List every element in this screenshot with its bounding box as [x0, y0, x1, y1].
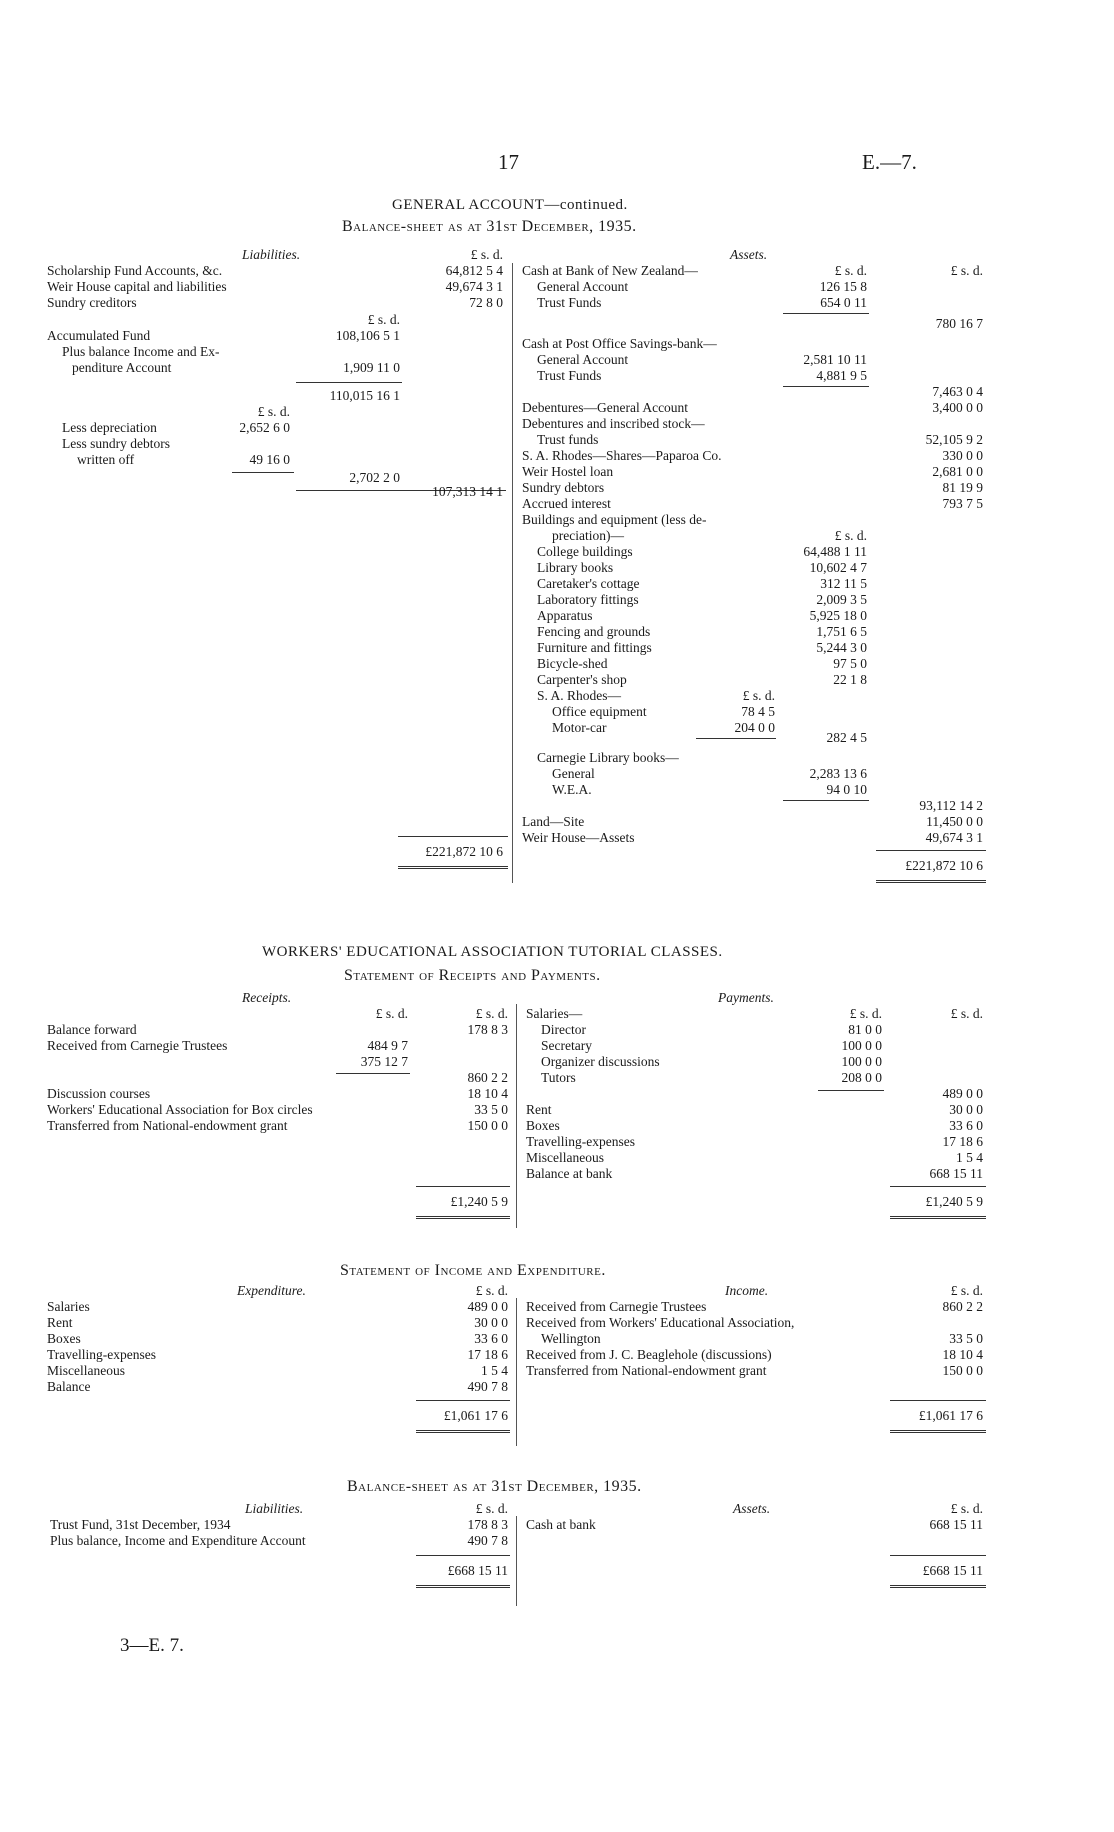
expenditure-heading: Expenditure. [237, 1283, 306, 1298]
double-rule [416, 1430, 510, 1433]
asset-post-general-amount: 2,581 10 11 [803, 352, 867, 367]
rule [336, 1073, 410, 1074]
asset-accrued-amount: 793 7 5 [942, 496, 983, 511]
rule [416, 1400, 510, 1401]
asset-carnegie-general: General [552, 766, 595, 781]
asset-deb-general: Debentures—General Account [522, 400, 689, 415]
asset-deb-inscribed-amount: 52,105 9 2 [925, 432, 983, 447]
receipts-currency-outer: £ s. d. [475, 1006, 508, 1021]
receipts-currency-inner: £ s. d. [375, 1006, 408, 1021]
asset-office-amount: 78 4 5 [741, 704, 775, 719]
liab-scholarship-amount: 64,812 5 4 [445, 263, 503, 278]
payments-currency-outer: £ s. d. [950, 1006, 983, 1021]
column-divider [512, 263, 513, 883]
payment-bank-amount: 668 15 11 [929, 1166, 983, 1181]
liab-accum-amount: 108,106 5 1 [335, 328, 400, 343]
wea-rp-title: Statement of Receipts and Payments. [344, 967, 601, 984]
payment-director-amount: 81 0 0 [848, 1022, 882, 1037]
receipt-balance-amount: 178 8 3 [467, 1022, 508, 1037]
asset-office: Office equipment [552, 704, 647, 719]
exp-rent: Rent [47, 1315, 73, 1330]
asset-post: Cash at Post Office Savings-bank— [522, 336, 717, 351]
wea-liab-plus-amount: 490 7 8 [467, 1533, 508, 1548]
accum-currency-header: £ s. d. [367, 312, 400, 327]
asset-bnz-general-amount: 126 15 8 [819, 279, 867, 294]
payment-secretary-amount: 100 0 0 [841, 1038, 882, 1053]
liab-plus-amount: 1,909 11 0 [343, 360, 400, 375]
wea-liab-heading: Liabilities. [245, 1501, 304, 1516]
exp-travel: Travelling-expenses [47, 1347, 156, 1362]
payment-rent-amount: 30 0 0 [949, 1102, 983, 1117]
liab-less-dep-amount: 2,652 6 0 [239, 420, 290, 435]
asset-sundry-debtors: Sundry debtors [522, 480, 605, 495]
expenditure-currency: £ s. d. [475, 1283, 508, 1298]
asset-college-amount: 64,488 1 11 [803, 544, 867, 559]
wea-liab-currency: £ s. d. [475, 1501, 508, 1516]
double-rule [416, 1585, 510, 1588]
wea-liab-plus: Plus balance, Income and Expenditure Account [50, 1533, 306, 1548]
income-currency: £ s. d. [950, 1283, 983, 1298]
liab-less-dep: Less depreciation [62, 420, 157, 435]
asset-bnz-trust-amount: 654 0 11 [820, 295, 867, 310]
inc-national-amount: 150 0 0 [942, 1363, 983, 1378]
asset-carpenter: Carpenter's shop [537, 672, 627, 687]
exp-misc: Miscellaneous [47, 1363, 125, 1378]
wea-ie-title: Statement of Income and Expenditure. [340, 1262, 606, 1279]
asset-rhodes-total: 282 4 5 [826, 730, 867, 745]
liab-subtotal: 110,015 16 1 [329, 388, 400, 403]
payment-salaries: Salaries— [526, 1006, 583, 1021]
asset-bnz-trust: Trust Funds [537, 295, 602, 310]
receipt-national-amount: 150 0 0 [467, 1118, 508, 1133]
wea-bs-title: Balance-sheet as at 31st December, 1935. [347, 1478, 642, 1495]
liab-sundry: Sundry creditors [47, 295, 137, 310]
payment-tutors-amount: 208 0 0 [841, 1070, 882, 1085]
inc-national: Transferred from National-endowment grant [526, 1363, 767, 1378]
payment-bank: Balance at bank [526, 1166, 613, 1181]
asset-furniture: Furniture and fittings [537, 640, 652, 655]
asset-apparatus-amount: 5,925 18 0 [809, 608, 867, 623]
payment-salaries-total: 489 0 0 [942, 1086, 983, 1101]
payments-heading: Payments. [718, 990, 774, 1005]
wea-liab-trust: Trust Fund, 31st December, 1934 [50, 1517, 231, 1532]
liab-net-total: 107,313 14 1 [432, 484, 503, 499]
general-subtitle: Balance-sheet as at 31st December, 1935. [342, 218, 637, 235]
receipt-balance: Balance forward [47, 1022, 137, 1037]
asset-buildings-total: 93,112 14 2 [919, 798, 983, 813]
wea-liab-trust-amount: 178 8 3 [467, 1517, 508, 1532]
asset-land: Land—Site [522, 814, 585, 829]
exp-salaries-amount: 489 0 0 [467, 1299, 508, 1314]
inc-carnegie-amount: 860 2 2 [942, 1299, 983, 1314]
asset-caretaker-amount: 312 11 5 [820, 576, 867, 591]
exp-boxes: Boxes [47, 1331, 81, 1346]
general-title: GENERAL ACCOUNT—continued. [392, 197, 628, 213]
column-divider [516, 1004, 517, 1228]
double-rule [876, 880, 986, 883]
payment-misc-amount: 1 5 4 [956, 1150, 983, 1165]
wea-asset-cash-amount: 668 15 11 [929, 1517, 983, 1532]
liab-less-sundry-amount: 49 16 0 [249, 452, 290, 467]
rule [890, 1555, 986, 1556]
asset-motor-amount: 204 0 0 [734, 720, 775, 735]
payment-misc: Miscellaneous [526, 1150, 604, 1165]
receipt-box-amount: 33 5 0 [474, 1102, 508, 1117]
payment-travel-amount: 17 18 6 [942, 1134, 983, 1149]
asset-carpenter-amount: 22 1 8 [833, 672, 867, 687]
footer-code: 3—E. 7. [120, 1635, 184, 1656]
wea-assets-heading: Assets. [733, 1501, 771, 1516]
receipt-box: Workers' Educational Association for Box circles [47, 1102, 313, 1117]
assets-heading: Assets. [730, 247, 768, 262]
exp-salaries: Salaries [47, 1299, 90, 1314]
asset-wea-amount: 94 0 10 [826, 782, 867, 797]
page-number: 17 [498, 150, 519, 174]
receipt-carnegie-b: 375 12 7 [360, 1054, 408, 1069]
asset-motor: Motor-car [552, 720, 607, 735]
double-rule [890, 1585, 986, 1588]
rule [783, 313, 869, 314]
asset-library-amount: 10,602 4 7 [809, 560, 867, 575]
asset-library: Library books [537, 560, 614, 575]
asset-buildings-1: Buildings and equipment (less de- [522, 512, 707, 527]
receipts-total: £1,240 5 9 [450, 1194, 508, 1209]
exp-misc-amount: 1 5 4 [481, 1363, 508, 1378]
asset-weir-assets-amount: 49,674 3 1 [925, 830, 983, 845]
asset-bicycle: Bicycle-shed [537, 656, 608, 671]
asset-rhodes-shares: S. A. Rhodes—Shares—Paparoa Co. [522, 448, 722, 463]
less-currency-header: £ s. d. [257, 404, 290, 419]
inc-wea-amount: 33 5 0 [949, 1331, 983, 1346]
liab-plus-2: penditure Account [72, 360, 172, 375]
inc-wea-1: Received from Workers' Educational Association, [526, 1315, 795, 1330]
asset-accrued: Accrued interest [522, 496, 611, 511]
payment-organizer-amount: 100 0 0 [841, 1054, 882, 1069]
assets-currency-inner: £ s. d. [834, 263, 867, 278]
asset-weir-loan-amount: 2,681 0 0 [932, 464, 983, 479]
rule [890, 1186, 986, 1187]
receipts-heading: Receipts. [242, 990, 292, 1005]
rule [818, 1090, 884, 1091]
receipt-carnegie-total: 860 2 2 [467, 1070, 508, 1085]
liab-deduct-total: 2,702 2 0 [349, 470, 400, 485]
asset-fencing: Fencing and grounds [537, 624, 651, 639]
income-total: £1,061 17 6 [918, 1408, 983, 1423]
payment-boxes: Boxes [526, 1118, 560, 1133]
asset-apparatus: Apparatus [537, 608, 593, 623]
double-rule [890, 1430, 986, 1433]
inc-carnegie: Received from Carnegie Trustees [526, 1299, 707, 1314]
exp-travel-amount: 17 18 6 [467, 1347, 508, 1362]
asset-bnz-general: General Account [537, 279, 629, 294]
rule [416, 1555, 510, 1556]
liabilities-heading: Liabilities. [242, 247, 301, 262]
wea-asset-total: £668 15 11 [922, 1563, 983, 1578]
payment-director: Director [541, 1022, 586, 1037]
liab-plus-1: Plus balance Income and Ex- [62, 344, 220, 359]
asset-bnz-total: 780 16 7 [935, 316, 983, 331]
rhodes-currency-header: £ s. d. [742, 688, 775, 703]
asset-land-amount: 11,450 0 0 [926, 814, 983, 829]
liab-weir: Weir House capital and liabilities [47, 279, 227, 294]
rule [416, 1186, 510, 1187]
wea-title: WORKERS' EDUCATIONAL ASSOCIATION TUTORIAL CLASSES. [262, 944, 723, 960]
rule [876, 850, 986, 851]
wea-assets-currency: £ s. d. [950, 1501, 983, 1516]
liab-scholarship: Scholarship Fund Accounts, &c. [47, 263, 223, 278]
asset-deb-inscribed-2: Trust funds [537, 432, 599, 447]
asset-fencing-amount: 1,751 6 5 [816, 624, 867, 639]
assets-currency-outer: £ s. d. [950, 263, 983, 278]
asset-post-general: General Account [537, 352, 629, 367]
exp-boxes-amount: 33 6 0 [474, 1331, 508, 1346]
exp-balance-amount: 490 7 8 [467, 1379, 508, 1394]
rule [890, 1400, 986, 1401]
rule [398, 836, 508, 837]
asset-wea: W.E.A. [552, 782, 592, 797]
liab-less-sundry-1: Less sundry debtors [62, 436, 170, 451]
rule [783, 800, 869, 801]
inc-beaglehole-amount: 18 10 4 [942, 1347, 983, 1362]
receipt-carnegie: Received from Carnegie Trustees [47, 1038, 228, 1053]
asset-carnegie-general-amount: 2,283 13 6 [809, 766, 867, 781]
payment-boxes-amount: 33 6 0 [949, 1118, 983, 1133]
asset-bicycle-amount: 97 5 0 [833, 656, 867, 671]
asset-weir-loan: Weir Hostel loan [522, 464, 614, 479]
expenditure-total: £1,061 17 6 [443, 1408, 508, 1423]
wea-liab-total: £668 15 11 [447, 1563, 508, 1578]
income-heading: Income. [725, 1283, 769, 1298]
payment-travel: Travelling-expenses [526, 1134, 635, 1149]
payment-tutors: Tutors [541, 1070, 576, 1085]
liab-sundry-amount: 72 8 0 [469, 295, 503, 310]
asset-post-total: 7,463 0 4 [932, 384, 983, 399]
liab-accum: Accumulated Fund [47, 328, 151, 343]
receipt-carnegie-a: 484 9 7 [367, 1038, 408, 1053]
asset-bnz: Cash at Bank of New Zealand— [522, 263, 698, 278]
wea-asset-cash: Cash at bank [526, 1517, 596, 1532]
double-rule [398, 866, 508, 869]
payments-currency-inner: £ s. d. [849, 1006, 882, 1021]
asset-carnegie: Carnegie Library books— [537, 750, 679, 765]
receipt-discussion-amount: 18 10 4 [467, 1086, 508, 1101]
liab-less-sundry-2: written off [77, 452, 135, 467]
exp-balance: Balance [47, 1379, 91, 1394]
column-divider [516, 1298, 517, 1446]
double-rule [890, 1216, 986, 1219]
inc-beaglehole: Received from J. C. Beaglehole (discussions) [526, 1347, 772, 1362]
asset-deb-general-amount: 3,400 0 0 [932, 400, 983, 415]
receipt-discussion: Discussion courses [47, 1086, 151, 1101]
rule [296, 490, 402, 491]
buildings-currency-header: £ s. d. [834, 528, 867, 543]
asset-college: College buildings [537, 544, 633, 559]
asset-sa-rhodes: S. A. Rhodes— [537, 688, 622, 703]
asset-post-trust-amount: 4,881 9 5 [816, 368, 867, 383]
asset-grand-total: £221,872 10 6 [905, 858, 983, 873]
payment-organizer: Organizer discussions [541, 1054, 660, 1069]
liab-weir-amount: 49,674 3 1 [445, 279, 503, 294]
payments-total: £1,240 5 9 [925, 1194, 983, 1209]
asset-buildings-2: preciation)— [552, 528, 624, 543]
asset-deb-inscribed-1: Debentures and inscribed stock— [522, 416, 705, 431]
asset-laboratory-amount: 2,009 3 5 [816, 592, 867, 607]
receipt-national: Transferred from National-endowment grant [47, 1118, 288, 1133]
exp-rent-amount: 30 0 0 [474, 1315, 508, 1330]
asset-laboratory: Laboratory fittings [537, 592, 639, 607]
asset-weir-assets: Weir House—Assets [522, 830, 635, 845]
column-divider [516, 1516, 517, 1606]
asset-rhodes-shares-amount: 330 0 0 [942, 448, 983, 463]
liab-grand-total: £221,872 10 6 [425, 844, 503, 859]
asset-post-trust: Trust Funds [537, 368, 602, 383]
payment-secretary: Secretary [541, 1038, 592, 1053]
rule [783, 386, 869, 387]
page-code: E.—7. [862, 150, 917, 174]
double-rule [416, 1216, 510, 1219]
asset-furniture-amount: 5,244 3 0 [816, 640, 867, 655]
inc-wea-2: Wellington [541, 1331, 601, 1346]
rule [296, 382, 402, 383]
asset-sundry-debtors-amount: 81 19 9 [942, 480, 983, 495]
asset-caretaker: Caretaker's cottage [537, 576, 640, 591]
currency-header: £ s. d. [470, 247, 503, 262]
payment-rent: Rent [526, 1102, 552, 1117]
